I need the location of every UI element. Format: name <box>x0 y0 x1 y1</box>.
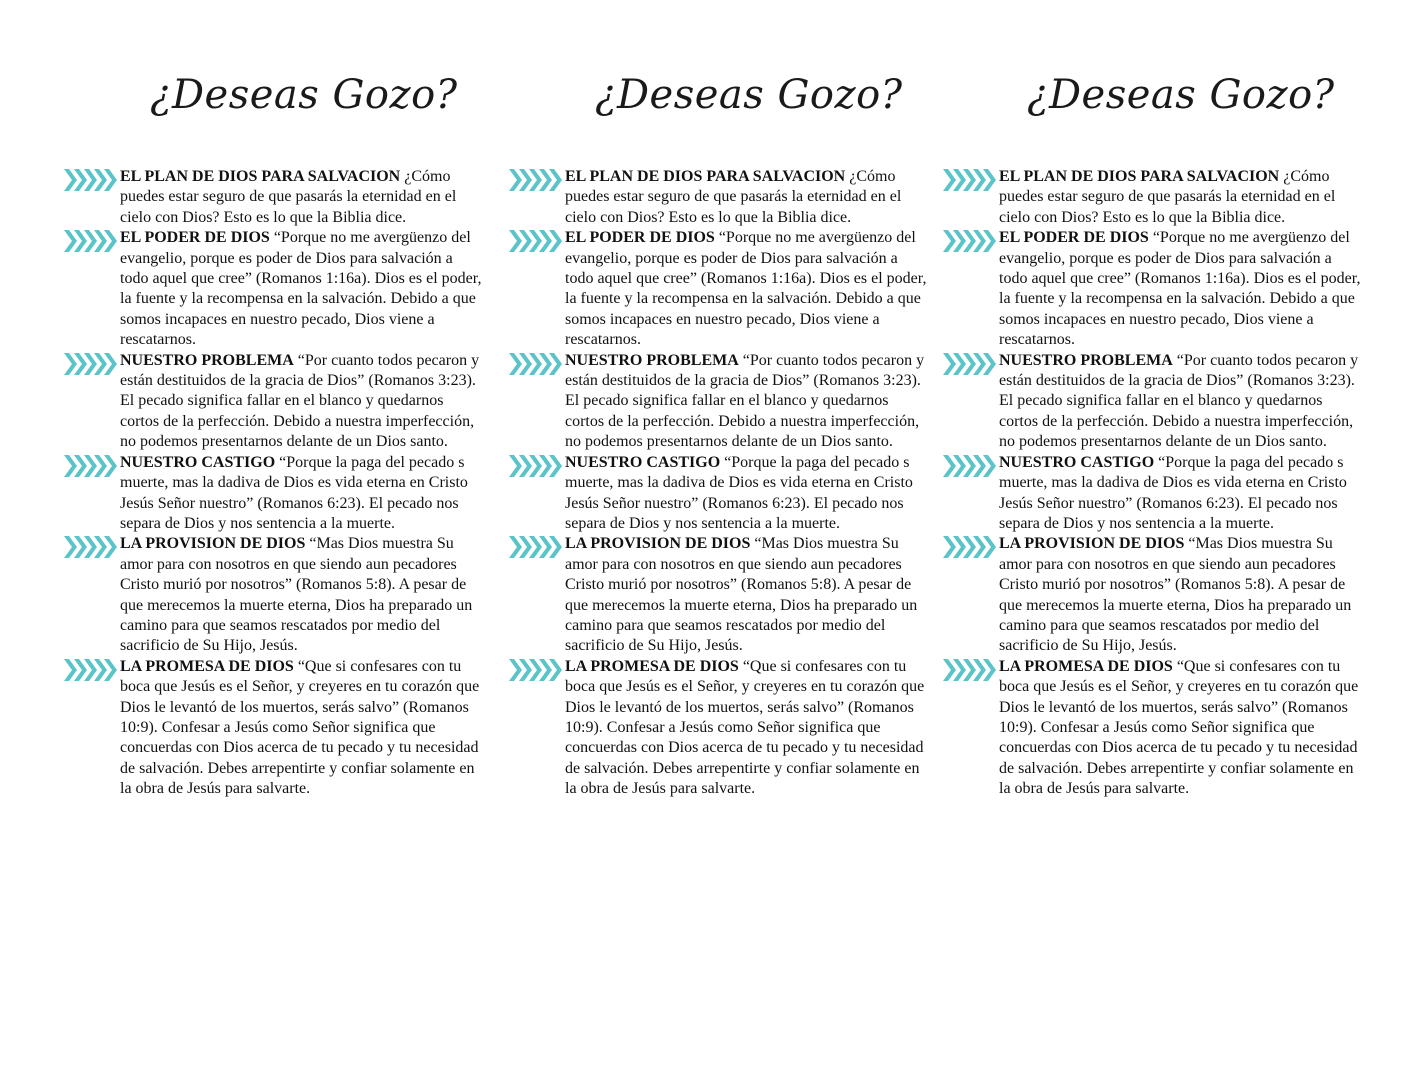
chevron-arrows-icon <box>941 228 997 254</box>
section-problem <box>62 351 482 453</box>
section-heading: NUESTRO CASTIGO <box>999 453 1155 471</box>
section-text: “Porque la paga del pecado s muerte, mas la dadiva de Dios es vida eterna en Cristo Jesús Señor nuestro” (Romanos 6:23). El pecado nos separa de Dios y nos sentencia a la muerte. <box>999 453 1347 532</box>
chevron-arrows-icon <box>62 453 118 479</box>
section-heading: EL PODER DE DIOS <box>120 229 270 247</box>
tract-column-1 <box>62 0 482 1088</box>
section-plan <box>941 167 1361 228</box>
section-heading: EL PLAN DE DIOS PARA SALVACION <box>565 168 846 185</box>
chevron-shape <box>64 353 77 375</box>
chevron-shape <box>943 455 956 477</box>
section-plan <box>62 167 482 228</box>
section-heading: LA PROVISION DE DIOS <box>565 535 751 553</box>
chevron-arrows-icon <box>62 167 118 193</box>
section-heading: NUESTRO PROBLEMA <box>120 351 294 369</box>
section-problem <box>507 351 927 453</box>
section-heading: EL PLAN DE DIOS PARA SALVACION <box>999 168 1280 185</box>
section-text: “Que si confesares con tu boca que Jesús es el Señor, y creyeres en tu corazón que Dios le levantó de los muertos, serás salvo” (Romanos 10:9). Confesar a Jesús como Señor significa que concuerdas con Dios acerca de tu pecado y tu necesidad de salvación. Debes arrepentirte y confiar solamente en la obra de Jesús para salvarte. <box>565 657 925 798</box>
chevron-arrows-icon <box>507 657 563 683</box>
chevron-arrows-icon <box>62 228 118 254</box>
chevron-arrows-icon <box>62 657 118 683</box>
chevron-shape <box>943 353 956 375</box>
tract-title: ¿Deseas Gozo? <box>150 72 458 118</box>
section-text: “Que si confesares con tu boca que Jesús es el Señor, y creyeres en tu corazón que Dios le levantó de los muertos, serás salvo” (Romanos 10:9). Confesar a Jesús como Señor significa que concuerdas con Dios acerca de tu pecado y tu necesidad de salvación. Debes arrepentirte y confiar solamente en la obra de Jesús para salvarte. <box>120 657 480 798</box>
chevron-shape <box>943 230 956 252</box>
tract-sections <box>941 167 1361 800</box>
section-text: ¿Cómo puedes estar seguro de que pasarás la eternidad en el cielo con Dios? Esto es lo que la Biblia dice. <box>120 168 457 226</box>
section-text: “Que si confesares con tu boca que Jesús es el Señor, y creyeres en tu corazón que Dios le levantó de los muertos, serás salvo” (Romanos 10:9). Confesar a Jesús como Señor significa que concuerdas con Dios acerca de tu pecado y tu necesidad de salvación. Debes arrepentirte y confiar solamente en la obra de Jesús para salvarte. <box>999 657 1359 798</box>
section-provision <box>507 534 927 656</box>
section-text: “Por cuanto todos pecaron y están destituidos de la gracia de Dios” (Romanos 3:23). El pecado significa fallar en el blanco y quedarnos cortos de la perfección. Debido a nuestra imperfección, no podemos presentarnos delante de un Dios santo. <box>120 351 480 451</box>
chevron-arrows-icon <box>941 534 997 560</box>
section-heading: NUESTRO PROBLEMA <box>565 351 739 369</box>
section-text: “Por cuanto todos pecaron y están destituidos de la gracia de Dios” (Romanos 3:23). El pecado significa fallar en el blanco y quedarnos cortos de la perfección. Debido a nuestra imperfección, no podemos presentarnos delante de un Dios santo. <box>999 351 1359 451</box>
chevron-arrows-icon <box>507 453 563 479</box>
section-heading: LA PROMESA DE DIOS <box>565 657 739 675</box>
section-text: “Porque no me avergüenzo del evangelio, porque es poder de Dios para salvación a todo aquel que cree” (Romanos 1:16a). Dios es el poder, la fuente y la recompensa en la salvación. Debido a que somos incapaces en nuestro pecado, Dios viene a rescatarnos. <box>999 229 1361 349</box>
chevron-arrows-icon <box>941 351 997 377</box>
section-text: “Mas Dios muestra Su amor para con nosotros en que siendo aun pecadores Cristo murió por nosotros” (Romanos 5:8). A pesar de que merecemos la muerte eterna, Dios ha preparado un camino para que seamos rescatados por medio del sacrificio de Su Hijo, Jesús. <box>999 535 1352 655</box>
chevron-arrows-icon <box>941 453 997 479</box>
chevron-shape <box>64 455 77 477</box>
section-text: “Mas Dios muestra Su amor para con nosotros en que siendo aun pecadores Cristo murió por nosotros” (Romanos 5:8). A pesar de que merecemos la muerte eterna, Dios ha preparado un camino para que seamos rescatados por medio del sacrificio de Su Hijo, Jesús. <box>120 535 473 655</box>
chevron-arrows-icon <box>507 167 563 193</box>
chevron-shape <box>509 455 522 477</box>
section-heading: LA PROMESA DE DIOS <box>120 657 294 675</box>
chevron-shape <box>943 659 956 681</box>
section-heading: EL PLAN DE DIOS PARA SALVACION <box>120 168 401 185</box>
section-promise <box>941 657 1361 800</box>
section-text: ¿Cómo puedes estar seguro de que pasarás la eternidad en el cielo con Dios? Esto es lo que la Biblia dice. <box>999 168 1336 226</box>
section-power <box>507 228 927 350</box>
section-text: ¿Cómo puedes estar seguro de que pasarás la eternidad en el cielo con Dios? Esto es lo que la Biblia dice. <box>565 168 902 226</box>
section-provision <box>941 534 1361 656</box>
chevron-shape <box>943 169 956 191</box>
chevron-arrows-icon <box>507 534 563 560</box>
section-heading: LA PROVISION DE DIOS <box>120 535 306 553</box>
chevron-arrows-icon <box>507 351 563 377</box>
chevron-shape <box>509 659 522 681</box>
section-text: “Porque no me avergüenzo del evangelio, porque es poder de Dios para salvación a todo aquel que cree” (Romanos 1:16a). Dios es el poder, la fuente y la recompensa en la salvación. Debido a que somos incapaces en nuestro pecado, Dios viene a rescatarnos. <box>565 229 927 349</box>
chevron-shape <box>64 536 77 558</box>
section-text: “Porque la paga del pecado s muerte, mas la dadiva de Dios es vida eterna en Cristo Jesús Señor nuestro” (Romanos 6:23). El pecado nos separa de Dios y nos sentencia a la muerte. <box>120 453 468 532</box>
section-power <box>62 228 482 350</box>
section-punishment <box>62 453 482 535</box>
section-heading: EL PODER DE DIOS <box>999 229 1149 247</box>
chevron-shape <box>64 230 77 252</box>
section-power <box>941 228 1361 350</box>
section-promise <box>62 657 482 800</box>
section-problem <box>941 351 1361 453</box>
chevron-arrows-icon <box>507 228 563 254</box>
section-punishment <box>507 453 927 535</box>
chevron-arrows-icon <box>941 657 997 683</box>
section-heading: LA PROVISION DE DIOS <box>999 535 1185 553</box>
chevron-shape <box>509 536 522 558</box>
tract-column-2 <box>507 0 927 1088</box>
tract-title: ¿Deseas Gozo? <box>595 72 903 118</box>
chevron-shape <box>509 353 522 375</box>
chevron-shape <box>64 169 77 191</box>
tract-column-3 <box>941 0 1361 1088</box>
section-heading: LA PROMESA DE DIOS <box>999 657 1173 675</box>
tract-sections <box>507 167 927 800</box>
section-heading: NUESTRO CASTIGO <box>120 453 276 471</box>
chevron-shape <box>64 659 77 681</box>
section-heading: EL PODER DE DIOS <box>565 229 715 247</box>
section-heading: NUESTRO CASTIGO <box>565 453 721 471</box>
chevron-shape <box>509 230 522 252</box>
section-heading: NUESTRO PROBLEMA <box>999 351 1173 369</box>
section-text: “Porque la paga del pecado s muerte, mas la dadiva de Dios es vida eterna en Cristo Jesús Señor nuestro” (Romanos 6:23). El pecado nos separa de Dios y nos sentencia a la muerte. <box>565 453 913 532</box>
section-text: “Porque no me avergüenzo del evangelio, porque es poder de Dios para salvación a todo aquel que cree” (Romanos 1:16a). Dios es el poder, la fuente y la recompensa en la salvación. Debido a que somos incapaces en nuestro pecado, Dios viene a rescatarnos. <box>120 229 482 349</box>
section-punishment <box>941 453 1361 535</box>
chevron-shape <box>943 536 956 558</box>
tract-title: ¿Deseas Gozo? <box>1027 72 1335 118</box>
tract-sections <box>62 167 482 800</box>
section-plan <box>507 167 927 228</box>
section-provision <box>62 534 482 656</box>
section-text: “Mas Dios muestra Su amor para con nosotros en que siendo aun pecadores Cristo murió por nosotros” (Romanos 5:8). A pesar de que merecemos la muerte eterna, Dios ha preparado un camino para que seamos rescatados por medio del sacrificio de Su Hijo, Jesús. <box>565 535 918 655</box>
chevron-arrows-icon <box>62 351 118 377</box>
chevron-arrows-icon <box>941 167 997 193</box>
section-promise <box>507 657 927 800</box>
chevron-arrows-icon <box>62 534 118 560</box>
section-text: “Por cuanto todos pecaron y están destituidos de la gracia de Dios” (Romanos 3:23). El pecado significa fallar en el blanco y quedarnos cortos de la perfección. Debido a nuestra imperfección, no podemos presentarnos delante de un Dios santo. <box>565 351 925 451</box>
chevron-shape <box>509 169 522 191</box>
